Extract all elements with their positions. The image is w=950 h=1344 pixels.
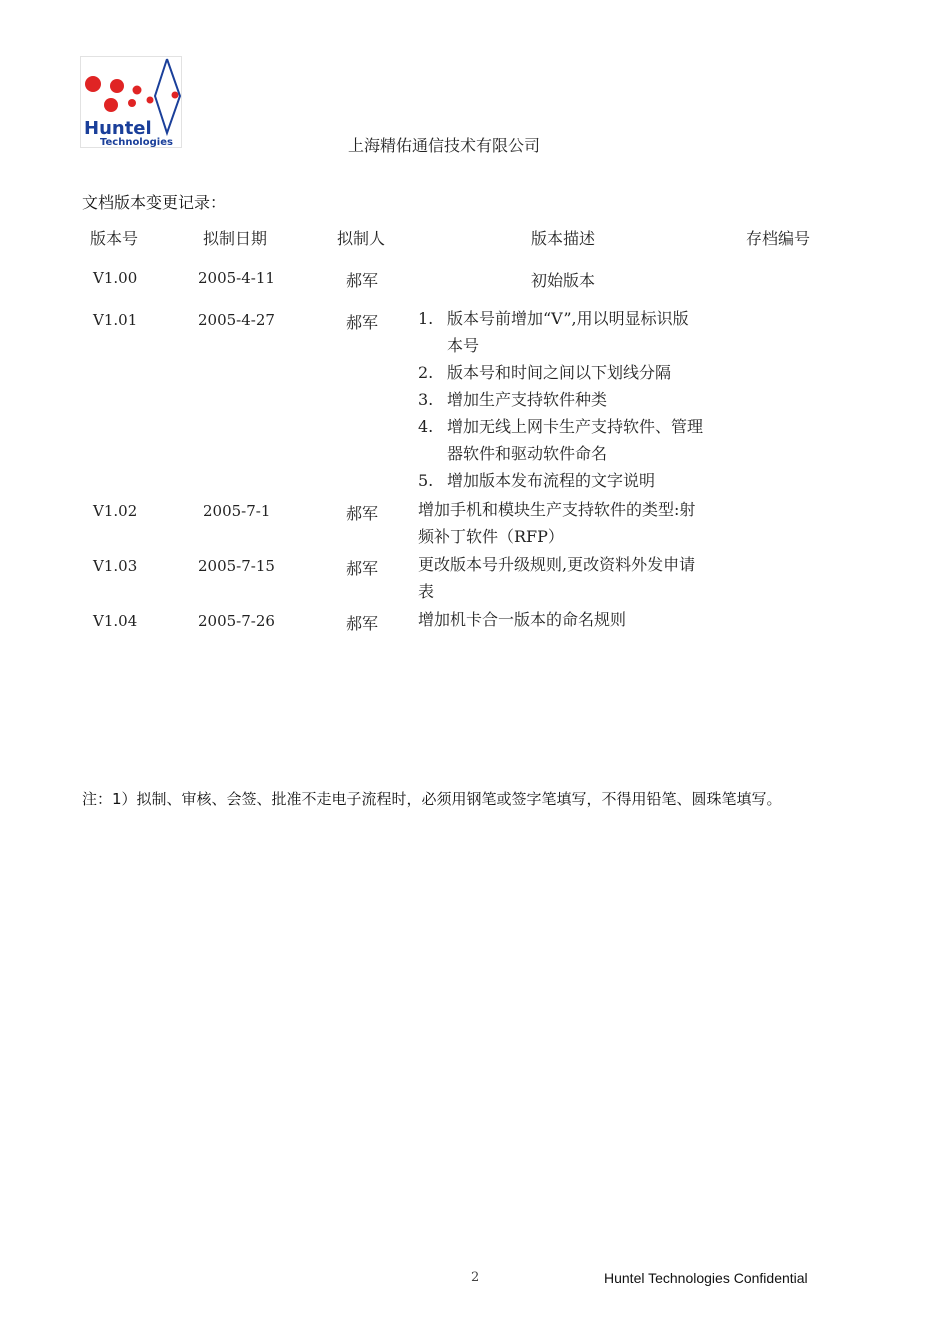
logo-graphic: [81, 57, 181, 147]
description-line: 增加手机和模块生产支持软件的类型:射: [418, 500, 696, 519]
list-item: [418, 386, 728, 413]
header-archive: 存档编号: [746, 229, 811, 248]
logo-dot: [128, 99, 136, 107]
row-version: V1.04: [93, 612, 138, 630]
header-version: 版本号: [90, 229, 139, 248]
list-item-number: 3.: [418, 390, 434, 409]
row-version: V1.03: [93, 557, 138, 575]
row-description: 初始版本: [531, 271, 596, 290]
list-item-line: 版本号和时间之间以下划线分隔: [447, 363, 672, 382]
row-date: 2005-7-15: [198, 557, 275, 575]
company-name: 上海精佑通信技术有限公司: [348, 136, 541, 155]
page-number: 2: [471, 1270, 480, 1285]
list-item-number: 5.: [418, 471, 434, 490]
section-title: 文档版本变更记录：: [82, 193, 227, 212]
row-version: V1.01: [93, 311, 138, 329]
list-item-number: 1.: [418, 309, 434, 328]
list-item: [418, 305, 728, 359]
logo-dot: [110, 79, 124, 93]
list-item: [418, 413, 728, 467]
row-author: 郝军: [346, 313, 379, 332]
description-line: 表: [418, 582, 435, 601]
signature-note: 注：1）拟制、审核、会签、批准不走电子流程时，必须用钢笔或签字笔填写，不得用铅笔、圆珠笔填写。: [82, 790, 782, 808]
row-description: [418, 606, 728, 633]
row-author: 郝军: [346, 559, 379, 578]
description-line: 频补丁软件（RFP）: [418, 527, 564, 546]
list-item-number: 4.: [418, 417, 434, 436]
company-logo: [80, 56, 182, 148]
logo-dot: [133, 86, 142, 95]
row-version: V1.02: [93, 502, 138, 520]
row-date: 2005-4-27: [198, 311, 275, 329]
header-description: 版本描述: [531, 229, 596, 248]
row-description: [418, 551, 728, 605]
row-date: 2005-4-11: [198, 269, 275, 287]
logo-dot: [85, 76, 101, 92]
description-line: 增加机卡合一版本的命名规则: [418, 610, 627, 629]
confidential-footer: Huntel Technologies Confidential: [604, 1270, 808, 1286]
row-version: V1.00: [93, 269, 138, 287]
row-date: 2005-7-26: [198, 612, 275, 630]
list-item-line: 器软件和驱动软件命名: [447, 444, 608, 463]
row-description-list: [418, 305, 728, 494]
list-item-line: 增加版本发布流程的文字说明: [447, 471, 656, 490]
header-author: 拟制人: [337, 229, 386, 248]
list-item-line: 增加无线上网卡生产支持软件、管理: [447, 417, 704, 436]
list-item-line: 增加生产支持软件种类: [447, 390, 608, 409]
description-line: 更改版本号升级规则,更改资料外发申请: [418, 555, 696, 574]
row-date: 2005-7-1: [203, 502, 271, 520]
row-description: [418, 496, 728, 550]
logo-dot: [172, 92, 179, 99]
logo-dot: [104, 98, 118, 112]
list-item-line: 版本号前增加“V”,用以明显标识版: [447, 309, 689, 328]
list-item: [418, 359, 728, 386]
row-author: 郝军: [346, 504, 379, 523]
row-author: 郝军: [346, 271, 379, 290]
list-item: [418, 467, 728, 494]
list-item-line: 本号: [447, 336, 480, 355]
logo-dot: [147, 97, 154, 104]
header-date: 拟制日期: [203, 229, 268, 248]
list-item-number: 2.: [418, 363, 434, 382]
logo-text: Huntel: [84, 118, 152, 139]
logo-subtext: Technologies: [100, 137, 173, 147]
row-author: 郝军: [346, 614, 379, 633]
